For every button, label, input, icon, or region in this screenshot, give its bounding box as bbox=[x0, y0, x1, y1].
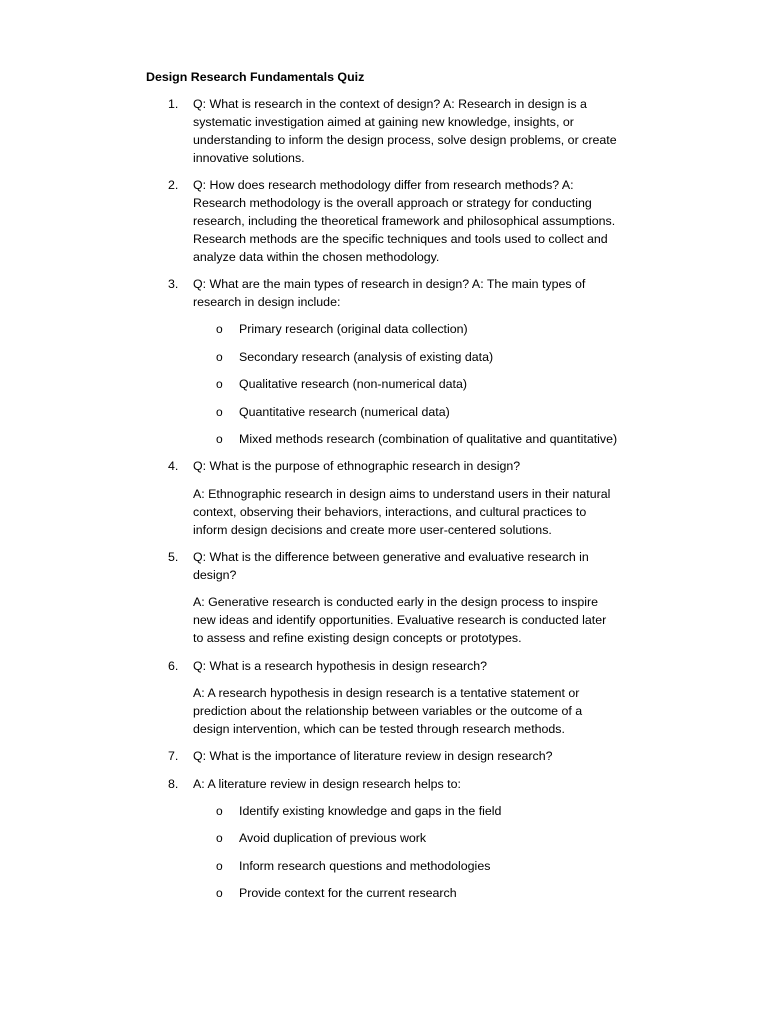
quiz-item bbox=[146, 549, 618, 648]
quiz-item bbox=[146, 748, 618, 766]
bullet-item bbox=[193, 885, 618, 903]
quiz-item bbox=[146, 658, 618, 739]
bullet-marker-icon: o bbox=[216, 858, 223, 873]
item-answer-text: A: Ethnographic research in design aims to understand users in their natural context, observing their behaviors, interactions, and cultural practices to inform design decisions and create more user-centered solutions. bbox=[193, 486, 611, 537]
bullet-item bbox=[193, 404, 618, 422]
bullet-item bbox=[193, 803, 618, 821]
bullet-item bbox=[193, 858, 618, 876]
bullet-list bbox=[193, 321, 618, 449]
bullet-text: Mixed methods research (combination of qualitative and quantitative) bbox=[239, 432, 618, 446]
bullet-marker-icon: o bbox=[216, 322, 223, 337]
bullet-marker-icon: o bbox=[216, 349, 223, 364]
bullet-text: Provide context for the current research bbox=[239, 886, 457, 901]
bullet-item bbox=[193, 321, 618, 339]
bullet-item bbox=[193, 349, 618, 367]
item-question-text: Q: What is research in the context of design? A: Research in design is a systematic investigation aimed at gaining new knowledge, insights, or understanding to inform the design process, solve design problems, or create innovative solutions. bbox=[193, 96, 617, 165]
bullet-list bbox=[193, 803, 618, 903]
item-question-text: Q: What is the difference between generative and evaluative research in design? bbox=[193, 550, 589, 582]
bullet-marker-icon: o bbox=[216, 432, 223, 446]
item-question-text: Q: What are the main types of research in design? A: The main types of research in design include: bbox=[193, 277, 586, 309]
bullet-text: Secondary research (analysis of existing data) bbox=[239, 349, 494, 364]
bullet-marker-icon: o bbox=[216, 886, 223, 901]
item-number: 2. bbox=[168, 178, 179, 193]
item-answer-text: A: Generative research is conducted early in the design process to inspire new ideas and identify opportunities. Evaluative research is conducted later to assess and refine existing design concepts or prototypes. bbox=[193, 595, 607, 646]
item-question-text: A: A literature review in design research helps to: bbox=[193, 776, 461, 791]
bullet-marker-icon: o bbox=[216, 831, 223, 846]
item-number: 1. bbox=[168, 96, 179, 111]
bullet-item bbox=[193, 376, 618, 394]
bullet-item bbox=[193, 431, 618, 449]
bullet-text: Avoid duplication of previous work bbox=[239, 831, 427, 846]
document-content bbox=[146, 69, 618, 913]
bullet-text: Primary research (original data collection) bbox=[239, 322, 468, 337]
quiz-item bbox=[146, 276, 618, 449]
quiz-item bbox=[146, 96, 618, 168]
item-question-text: Q: What is a research hypothesis in design research? bbox=[193, 658, 488, 673]
item-number: 5. bbox=[168, 550, 179, 565]
item-number: 8. bbox=[168, 776, 179, 791]
bullet-marker-icon: o bbox=[216, 377, 223, 392]
bullet-text: Qualitative research (non-numerical data) bbox=[239, 377, 467, 392]
item-number: 6. bbox=[168, 658, 179, 673]
bullet-marker-icon: o bbox=[216, 404, 223, 419]
bullet-marker-icon: o bbox=[216, 804, 223, 818]
item-number: 7. bbox=[168, 749, 179, 764]
quiz-item bbox=[146, 776, 618, 904]
bullet-text: Identify existing knowledge and gaps in the field bbox=[239, 804, 502, 818]
item-question-text: Q: How does research methodology differ from research methods? A: Research methodology is the overall approach or strategy for conducting research, including the theoretical framework and philosophical assumptions. Research methods are the specific techniques and tools used to collect and analyze data within the chosen methodology. bbox=[193, 178, 616, 264]
bullet-text: Inform research questions and methodologies bbox=[239, 858, 491, 873]
quiz-item bbox=[146, 458, 618, 539]
item-question-text: Q: What is the purpose of ethnographic research in design? bbox=[193, 459, 521, 474]
quiz-list bbox=[146, 96, 618, 903]
item-answer-text: A: A research hypothesis in design research is a tentative statement or prediction about the relationship between variables or the outcome of a design intervention, which can be tested through research methods. bbox=[193, 685, 583, 736]
item-number: 3. bbox=[168, 277, 179, 292]
item-number: 4. bbox=[168, 459, 179, 474]
bullet-text: Quantitative research (numerical data) bbox=[239, 404, 450, 419]
bullet-item bbox=[193, 830, 618, 848]
document-title: Design Research Fundamentals Quiz bbox=[146, 70, 365, 84]
quiz-item bbox=[146, 177, 618, 267]
item-question-text: Q: What is the importance of literature review in design research? bbox=[193, 749, 553, 764]
